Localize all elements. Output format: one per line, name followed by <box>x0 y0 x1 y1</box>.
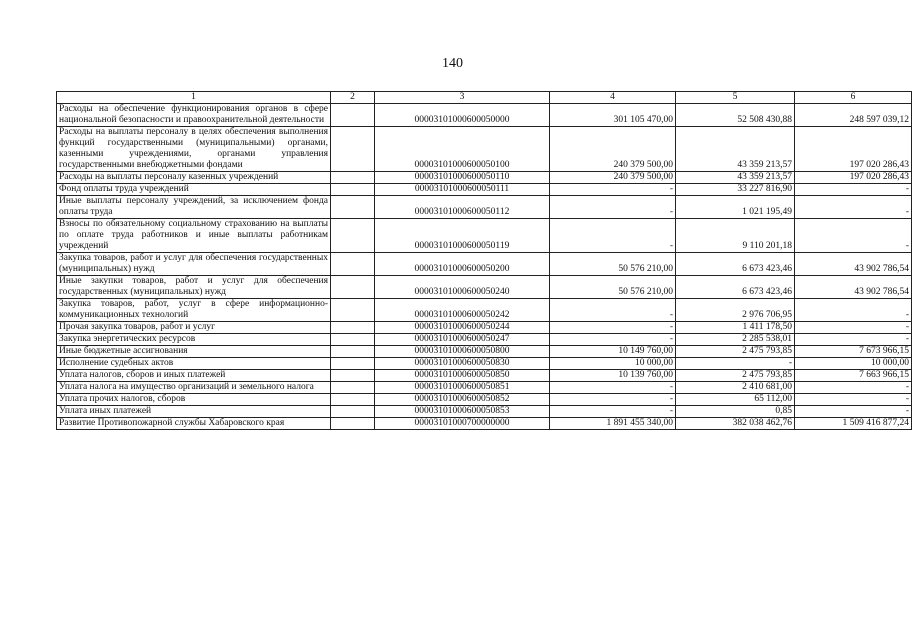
column-header: 2 <box>331 92 375 104</box>
row-unexecuted: - <box>795 184 912 196</box>
table-row <box>57 418 912 430</box>
row-approved: - <box>550 196 676 219</box>
row-name: Взносы по обязательному социальному страхованию на выплаты по оплате труда работников и иные выплаты работникам учреждений <box>57 219 331 253</box>
row-name: Расходы на выплаты персоналу казенных учреждений <box>57 172 331 184</box>
row-unexecuted: 7 673 966,15 <box>795 346 912 358</box>
row-code: 00003101000600050244 <box>375 322 550 334</box>
row-approved: - <box>550 406 676 418</box>
table-row <box>57 334 912 346</box>
row-code-col2 <box>331 253 375 276</box>
page-number: 140 <box>442 56 463 71</box>
row-approved: - <box>550 184 676 196</box>
row-code-col2 <box>331 172 375 184</box>
row-code: 00003101000700000000 <box>375 418 550 430</box>
row-name: Прочая закупка товаров, работ и услуг <box>57 322 331 334</box>
row-approved: 301 105 470,00 <box>550 104 676 127</box>
row-unexecuted: 43 902 786,54 <box>795 253 912 276</box>
row-code-col2 <box>331 104 375 127</box>
row-approved: - <box>550 322 676 334</box>
row-code: 00003101000600050112 <box>375 196 550 219</box>
row-unexecuted: - <box>795 299 912 322</box>
table-row <box>57 370 912 382</box>
row-code: 00003101000600050853 <box>375 406 550 418</box>
row-approved: - <box>550 382 676 394</box>
row-executed: 2 475 793,85 <box>676 346 795 358</box>
row-name: Иные выплаты персоналу учреждений, за исключением фонда оплаты труда <box>57 196 331 219</box>
row-executed: 1 021 195,49 <box>676 196 795 219</box>
row-unexecuted: 7 663 966,15 <box>795 370 912 382</box>
row-unexecuted: 10 000,00 <box>795 358 912 370</box>
row-unexecuted: 1 509 416 877,24 <box>795 418 912 430</box>
table-row <box>57 406 912 418</box>
row-name: Иные бюджетные ассигнования <box>57 346 331 358</box>
row-code-col2 <box>331 276 375 299</box>
row-name: Уплата прочих налогов, сборов <box>57 394 331 406</box>
row-code: 00003101000600050242 <box>375 299 550 322</box>
row-unexecuted: 43 902 786,54 <box>795 276 912 299</box>
row-unexecuted: - <box>795 382 912 394</box>
row-code: 00003101000600050851 <box>375 382 550 394</box>
table-row <box>57 394 912 406</box>
column-header: 1 <box>57 92 331 104</box>
row-code: 00003101000600050800 <box>375 346 550 358</box>
row-unexecuted: 197 020 286,43 <box>795 172 912 184</box>
row-name: Уплата налогов, сборов и иных платежей <box>57 370 331 382</box>
row-code: 00003101000600050110 <box>375 172 550 184</box>
row-executed: 2 285 538,01 <box>676 334 795 346</box>
row-executed: 43 359 213,57 <box>676 172 795 184</box>
row-executed: 6 673 423,46 <box>676 253 795 276</box>
column-header: 4 <box>550 92 676 104</box>
row-unexecuted: - <box>795 322 912 334</box>
row-code-col2 <box>331 334 375 346</box>
row-code-col2 <box>331 219 375 253</box>
table-row <box>57 358 912 370</box>
row-name: Закупка товаров, работ, услуг в сфере информационно-коммуникационных технологий <box>57 299 331 322</box>
row-name: Расходы на выплаты персоналу в целях обеспечения выполнения функций государственными (муниципальными) органами, казенными учреждениями, органами управления государственными внебюджетными фондами <box>57 127 331 172</box>
row-name: Закупка энергетических ресурсов <box>57 334 331 346</box>
table-row <box>57 276 912 299</box>
row-executed: 2 976 706,95 <box>676 299 795 322</box>
row-executed: 52 508 430,88 <box>676 104 795 127</box>
table-row <box>57 104 912 127</box>
row-code: 00003101000600050111 <box>375 184 550 196</box>
table-row <box>57 219 912 253</box>
row-approved: 10 149 760,00 <box>550 346 676 358</box>
row-code-col2 <box>331 370 375 382</box>
row-code: 00003101000600050000 <box>375 104 550 127</box>
row-unexecuted: - <box>795 334 912 346</box>
row-approved: 240 379 500,00 <box>550 172 676 184</box>
column-header: 6 <box>795 92 912 104</box>
row-approved: 10 000,00 <box>550 358 676 370</box>
table-row <box>57 196 912 219</box>
row-unexecuted: - <box>795 219 912 253</box>
row-code-col2 <box>331 406 375 418</box>
row-executed: 6 673 423,46 <box>676 276 795 299</box>
row-code-col2 <box>331 322 375 334</box>
row-name: Закупка товаров, работ и услуг для обеспечения государственных (муниципальных) нужд <box>57 253 331 276</box>
row-approved: - <box>550 394 676 406</box>
table-row <box>57 382 912 394</box>
row-unexecuted: 197 020 286,43 <box>795 127 912 172</box>
row-approved: - <box>550 334 676 346</box>
table-row <box>57 172 912 184</box>
table-row <box>57 322 912 334</box>
row-code: 00003101000600050850 <box>375 370 550 382</box>
row-name: Развитие Противопожарной службы Хабаровского края <box>57 418 331 430</box>
row-code-col2 <box>331 196 375 219</box>
row-approved: - <box>550 219 676 253</box>
row-name: Уплата иных платежей <box>57 406 331 418</box>
row-approved: 10 139 760,00 <box>550 370 676 382</box>
row-approved: 50 576 210,00 <box>550 253 676 276</box>
row-executed: - <box>676 358 795 370</box>
row-name: Уплата налога на имущество организаций и земельного налога <box>57 382 331 394</box>
budget-execution-table <box>56 91 912 430</box>
row-code: 00003101000600050852 <box>375 394 550 406</box>
row-code-col2 <box>331 418 375 430</box>
table-header-row <box>57 92 912 104</box>
row-code-col2 <box>331 184 375 196</box>
row-code: 00003101000600050119 <box>375 219 550 253</box>
table-row <box>57 253 912 276</box>
row-executed: 43 359 213,57 <box>676 127 795 172</box>
row-executed: 2 475 793,85 <box>676 370 795 382</box>
row-name: Фонд оплаты труда учреждений <box>57 184 331 196</box>
row-executed: 9 110 201,18 <box>676 219 795 253</box>
row-unexecuted: - <box>795 196 912 219</box>
row-code: 00003101000600050247 <box>375 334 550 346</box>
row-code-col2 <box>331 358 375 370</box>
row-executed: 2 410 681,00 <box>676 382 795 394</box>
row-executed: 382 038 462,76 <box>676 418 795 430</box>
row-approved: - <box>550 299 676 322</box>
row-code-col2 <box>331 382 375 394</box>
row-executed: 1 411 178,50 <box>676 322 795 334</box>
row-code-col2 <box>331 299 375 322</box>
row-executed: 0,85 <box>676 406 795 418</box>
table-row <box>57 127 912 172</box>
row-code-col2 <box>331 127 375 172</box>
row-code: 00003101000600050240 <box>375 276 550 299</box>
table-row <box>57 346 912 358</box>
row-name: Расходы на обеспечение функционирования органов в сфере национальной безопасности и правоохранительной деятельности <box>57 104 331 127</box>
row-code: 00003101000600050200 <box>375 253 550 276</box>
row-code-col2 <box>331 346 375 358</box>
table-row <box>57 299 912 322</box>
row-code: 00003101000600050100 <box>375 127 550 172</box>
row-code: 00003101000600050830 <box>375 358 550 370</box>
row-code-col2 <box>331 394 375 406</box>
row-name: Исполнение судебных актов <box>57 358 331 370</box>
column-header: 3 <box>375 92 550 104</box>
row-unexecuted: - <box>795 406 912 418</box>
row-name: Иные закупки товаров, работ и услуг для обеспечения государственных (муниципальных) нужд <box>57 276 331 299</box>
row-unexecuted: 248 597 039,12 <box>795 104 912 127</box>
row-executed: 65 112,00 <box>676 394 795 406</box>
column-header: 5 <box>676 92 795 104</box>
row-executed: 33 227 816,90 <box>676 184 795 196</box>
row-approved: 1 891 455 340,00 <box>550 418 676 430</box>
row-unexecuted: - <box>795 394 912 406</box>
row-approved: 50 576 210,00 <box>550 276 676 299</box>
table-row <box>57 184 912 196</box>
row-approved: 240 379 500,00 <box>550 127 676 172</box>
